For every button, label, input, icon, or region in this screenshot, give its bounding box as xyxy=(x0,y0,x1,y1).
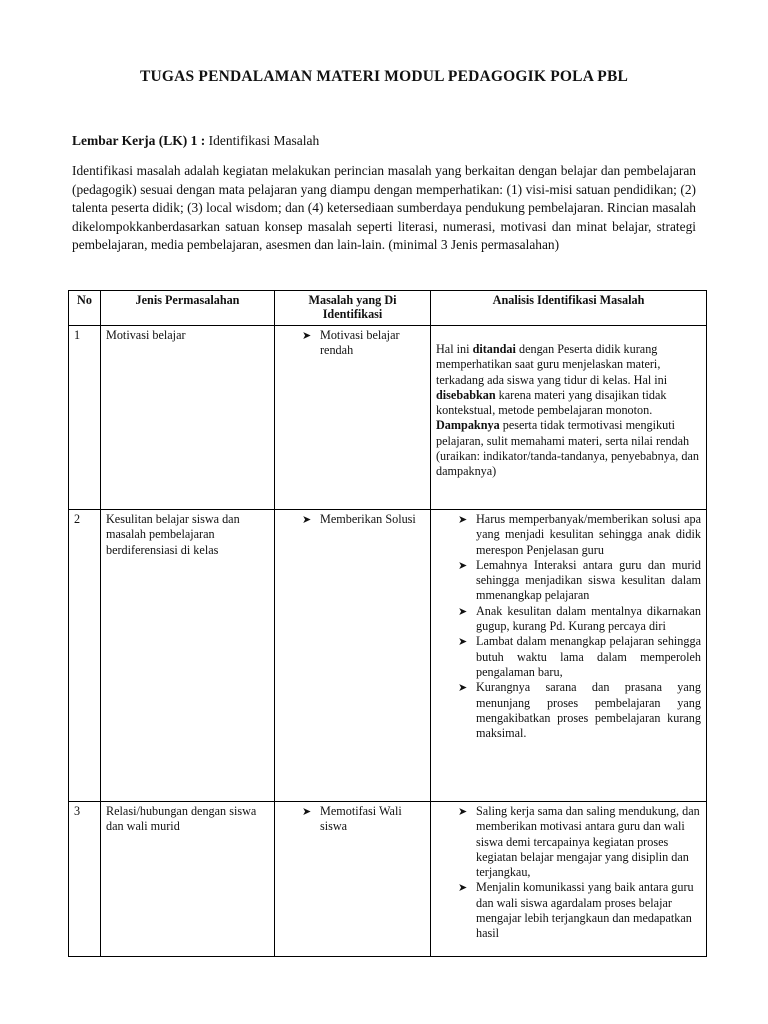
list-item: ➤ Memotifasi Wali siswa xyxy=(302,804,402,834)
list-item: ➤ Lambat dalam menangkap pelajaran sehingga butuh waktu lama dalam memperoleh pengalaman baru, xyxy=(458,634,701,679)
arrowhead-bullet-icon: ➤ xyxy=(458,881,468,895)
arrowhead-bullet-icon: ➤ xyxy=(302,805,312,818)
identified-problem xyxy=(275,326,431,510)
list-item: ➤ Saling kerja sama dan saling mendukung, dan memberikan motivasi antara guru dan wali siswa demi tercapainya kegiatan proses kegiatan belajar mengajar yang disiplin dan terjangkau, xyxy=(458,804,700,880)
arrowhead-bullet-icon: ➤ xyxy=(458,604,468,618)
row-number: 1 xyxy=(69,326,101,510)
header-analisis: Analisis Identifikasi Masalah xyxy=(431,291,707,326)
problem-type: Relasi/hubungan dengan siswa dan wali murid xyxy=(101,802,275,957)
intro-paragraph: Identifikasi masalah adalah kegiatan melakukan perincian masalah yang berkaitan dengan belajar dan pembelajaran (pedagogik) sesuai dengan mata pelajaran yang diampu dengan memperhatikan: (1) visi-misi satuan pendidikan; (2) talenta peserta didik; (3) local wisdom; dan (4) ketersediaan sumberdaya pendukung pembelajaran. Rincian masalah dikelompokkanberdasarkan satuan konsep masalah seperti literasi, numerasi, motivasi dan minat belajar, strategi pembelajaran, media pembelajaran, asesmen dan lain-lain. (minimal 3 Jenis permasalahan) xyxy=(72,163,696,253)
problem-identification-table xyxy=(68,290,707,957)
arrowhead-bullet-icon: ➤ xyxy=(458,558,468,572)
identified-problem xyxy=(275,802,431,957)
list-item: ➤ Menjalin komunikassi yang baik antara guru dan wali siswa agardalam proses belajar mengajar lebih terjangkaun dan medapatkan hasil xyxy=(458,880,694,941)
arrowhead-bullet-icon: ➤ xyxy=(458,681,468,695)
problem-analysis xyxy=(431,802,707,957)
list-item: ➤ Kurangnya sarana dan prasana yang menunjang proses pembelajaran yang mengakibatkan proses pembelajaran kurang maksimal. xyxy=(458,680,701,741)
header-masalah: Masalah yang Di Identifikasi xyxy=(275,291,431,326)
problem-analysis: Hal ini ditandai dengan Peserta didik kurang memperhatikan saat guru menjelaskan materi, terkadang ada siswa yang tidur di kelas. Hal ini disebabkan karena materi yang disajikan tidak kontekstual, metode pembelajaran monoton. Dampaknya peserta tidak termotivasi mengikuti pelajaran, sulit memahami materi, serta nilai rendah (uraikan: indikator/tanda-tandanya, penyebabnya, dan dampaknya) xyxy=(431,326,707,510)
arrowhead-bullet-icon: ➤ xyxy=(458,513,468,526)
list-item: ➤ Motivasi belajar rendah xyxy=(302,328,400,358)
table-row xyxy=(69,510,707,802)
problem-analysis xyxy=(431,510,707,802)
row-number: 3 xyxy=(69,802,101,957)
identified-problem xyxy=(275,510,431,802)
table-header-row xyxy=(69,291,707,326)
list-item: ➤ Harus memperbanyak/memberikan solusi apa yang menjadi kesulitan sehingga anak didik merespon Penjelasan guru xyxy=(458,512,701,557)
problem-type: Kesulitan belajar siswa dan masalah pembelajaran berdiferensiasi di kelas xyxy=(101,510,275,802)
list-item: ➤ Lemahnya Interaksi antara guru dan murid sehingga menjadikan siswa kesulitan dalam mmenangkap pelajaran xyxy=(458,557,701,603)
arrowhead-bullet-icon: ➤ xyxy=(302,513,312,526)
worksheet-label: Lembar Kerja (LK) 1 : xyxy=(72,133,206,148)
header-jenis: Jenis Permasalahan xyxy=(101,291,275,326)
document-title: TUGAS PENDALAMAN MATERI MODUL PEDAGOGIK POLA PBL xyxy=(139,68,629,85)
arrowhead-bullet-icon: ➤ xyxy=(302,329,312,342)
worksheet-topic: Identifikasi Masalah xyxy=(208,133,320,148)
problem-type: Motivasi belajar xyxy=(101,326,275,510)
worksheet-subtitle xyxy=(72,133,319,149)
arrowhead-bullet-icon: ➤ xyxy=(458,805,468,818)
arrowhead-bullet-icon: ➤ xyxy=(458,635,468,649)
table-row xyxy=(69,326,707,510)
header-no: No xyxy=(69,291,101,326)
list-item: ➤ Memberikan Solusi xyxy=(302,512,416,526)
row-number: 2 xyxy=(69,510,101,802)
list-item: ➤ Anak kesulitan dalam mentalnya dikarnakan gugup, kurang Pd. Kurang percaya diri xyxy=(458,603,701,634)
table-row xyxy=(69,802,707,957)
